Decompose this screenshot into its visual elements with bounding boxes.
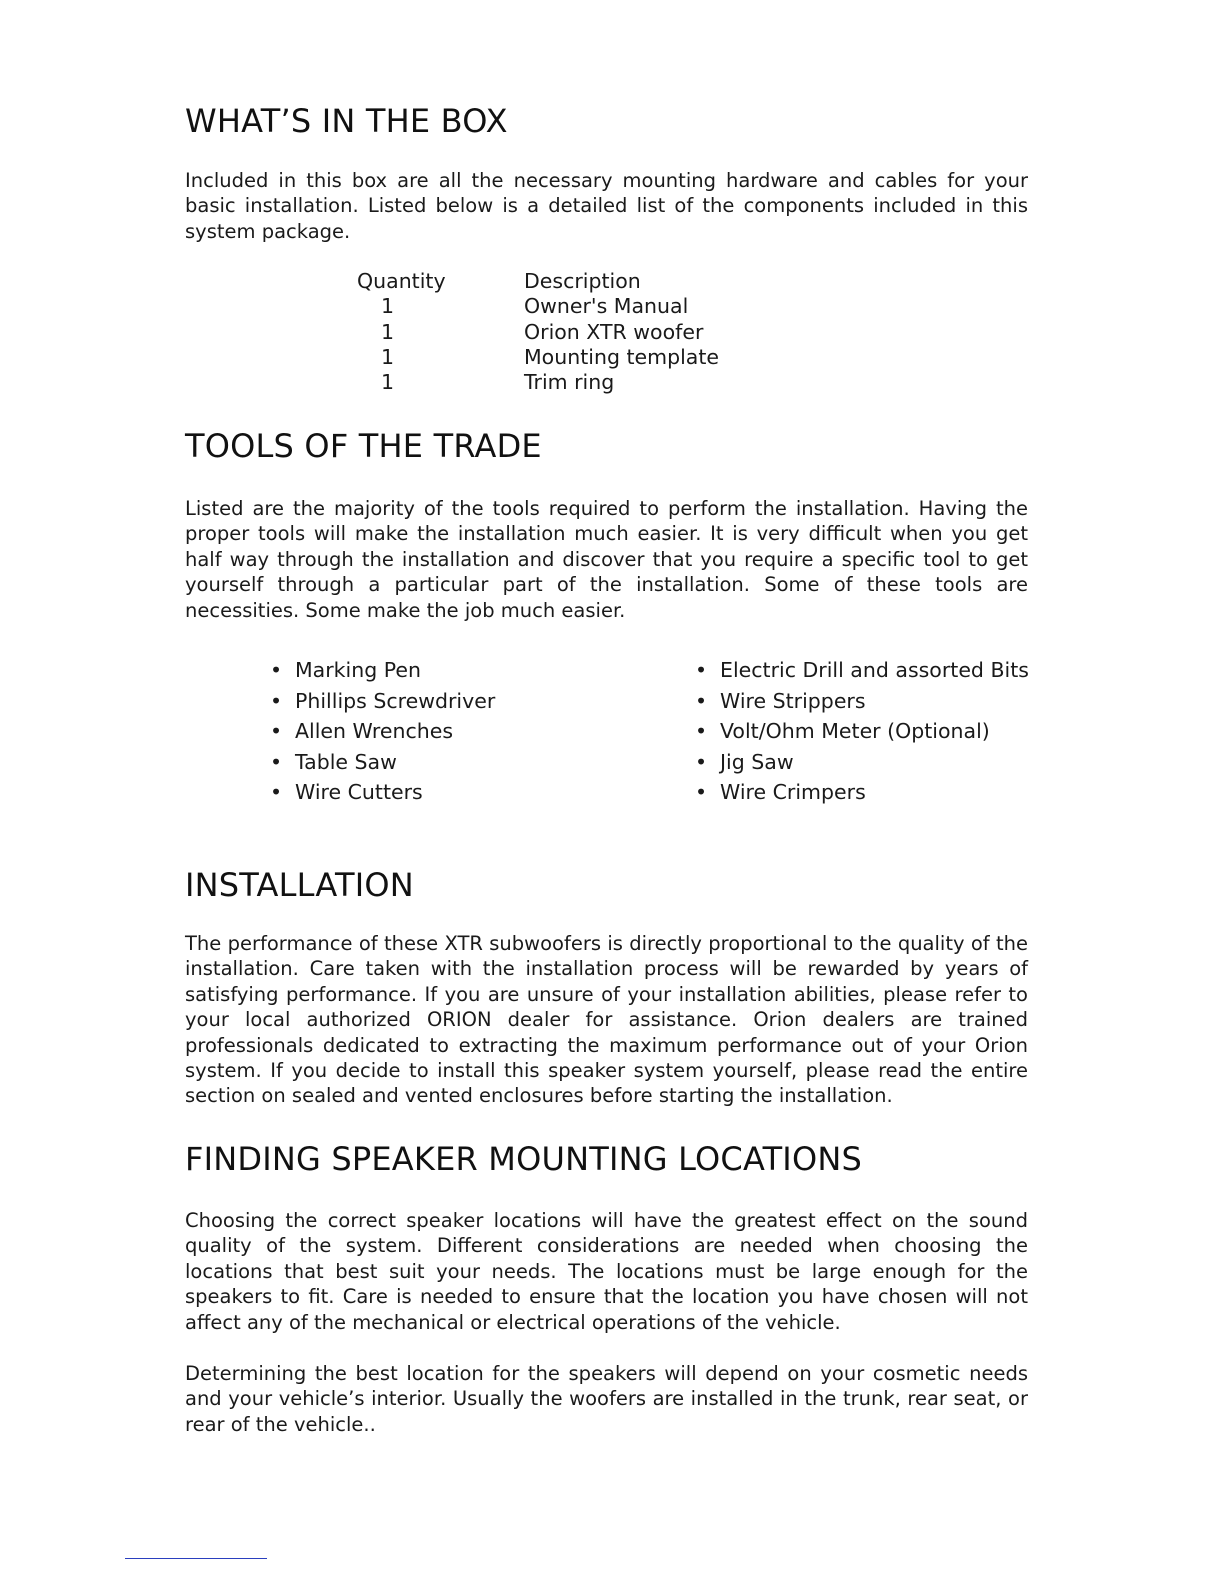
list-item: • Volt/Ohm Meter (Optional) xyxy=(695,716,1029,747)
table-header-row xyxy=(357,269,719,294)
table-row xyxy=(357,370,719,395)
list-item: • Wire Strippers xyxy=(695,686,1029,717)
heading-installation: INSTALLATION xyxy=(185,866,414,904)
tools-list-left xyxy=(270,655,495,808)
locations-paragraph-2: Determining the best location for the speakers will depend on your cosmetic needs and your vehicle’s interior. Usually the woofers are installed in the trunk, rear seat, or rear of the vehicle.. xyxy=(185,1362,1028,1436)
description-cell: Trim ring xyxy=(524,370,615,395)
footer-divider xyxy=(125,1558,267,1559)
quantity-cell: 1 xyxy=(381,294,395,319)
locations-paragraph-1: Choosing the correct speaker locations will have the greatest effect on the sound quality of the system. Different considerations are needed when choosing the locations that best suit your needs. The locations must be large enough for the speakers to fit. Care is needed to ensure that the location you have chosen will not affect any of the mechanical or electrical operations of the vehicle. xyxy=(185,1209,1028,1334)
description-cell: Owner's Manual xyxy=(524,294,689,319)
list-item: • Allen Wrenches xyxy=(270,716,495,747)
list-item: • Table Saw xyxy=(270,747,495,778)
box-contents-table xyxy=(357,269,719,395)
quantity-cell: 1 xyxy=(381,319,395,344)
list-item: • Marking Pen xyxy=(270,655,495,686)
description-cell: Mounting template xyxy=(524,344,720,369)
list-item: • Wire Cutters xyxy=(270,777,495,808)
description-header: Description xyxy=(524,269,641,293)
list-item: • Jig Saw xyxy=(695,747,1029,778)
box-intro-paragraph: Included in this box are all the necessary mounting hardware and cables for your basic installation. Listed below is a detailed list of the components included in this system package. xyxy=(185,169,1028,243)
table-row xyxy=(357,294,719,319)
tools-intro-paragraph: Listed are the majority of the tools required to perform the installation. Having the proper tools will make the installation much easier. It is very difficult when you get half way through the installation and discover that you require a specific tool to get yourself through a particular part of the installation. Some of these tools are necessities. Some make the job much easier. xyxy=(185,497,1028,622)
heading-tools-of-the-trade: TOOLS OF THE TRADE xyxy=(185,427,542,465)
heading-whats-in-the-box: WHAT’S IN THE BOX xyxy=(185,102,508,140)
description-cell: Orion XTR woofer xyxy=(524,319,704,344)
table-row xyxy=(357,320,719,345)
list-item: • Electric Drill and assorted Bits xyxy=(695,655,1029,686)
quantity-cell: 1 xyxy=(381,344,395,369)
table-row xyxy=(357,345,719,370)
list-item: • Phillips Screwdriver xyxy=(270,686,495,717)
tools-list-right xyxy=(695,655,1029,808)
list-item: • Wire Crimpers xyxy=(695,777,1029,808)
installation-paragraph: The performance of these XTR subwoofers is directly proportional to the quality of the installation. Care taken with the installation process will be rewarded by years of satisfying performance. If you are unsure of your installation abilities, please refer to your local authorized ORION dealer for assistance. Orion dealers are trained professionals dedicated to extracting the maximum performance out of your Orion system. If you decide to install this speaker system yourself, please read the entire section on sealed and vented enclosures before starting the installation. xyxy=(185,932,1028,1108)
quantity-cell: 1 xyxy=(381,370,395,395)
quantity-header: Quantity xyxy=(357,269,446,293)
heading-finding-speaker-mounting-locations: FINDING SPEAKER MOUNTING LOCATIONS xyxy=(185,1140,862,1178)
